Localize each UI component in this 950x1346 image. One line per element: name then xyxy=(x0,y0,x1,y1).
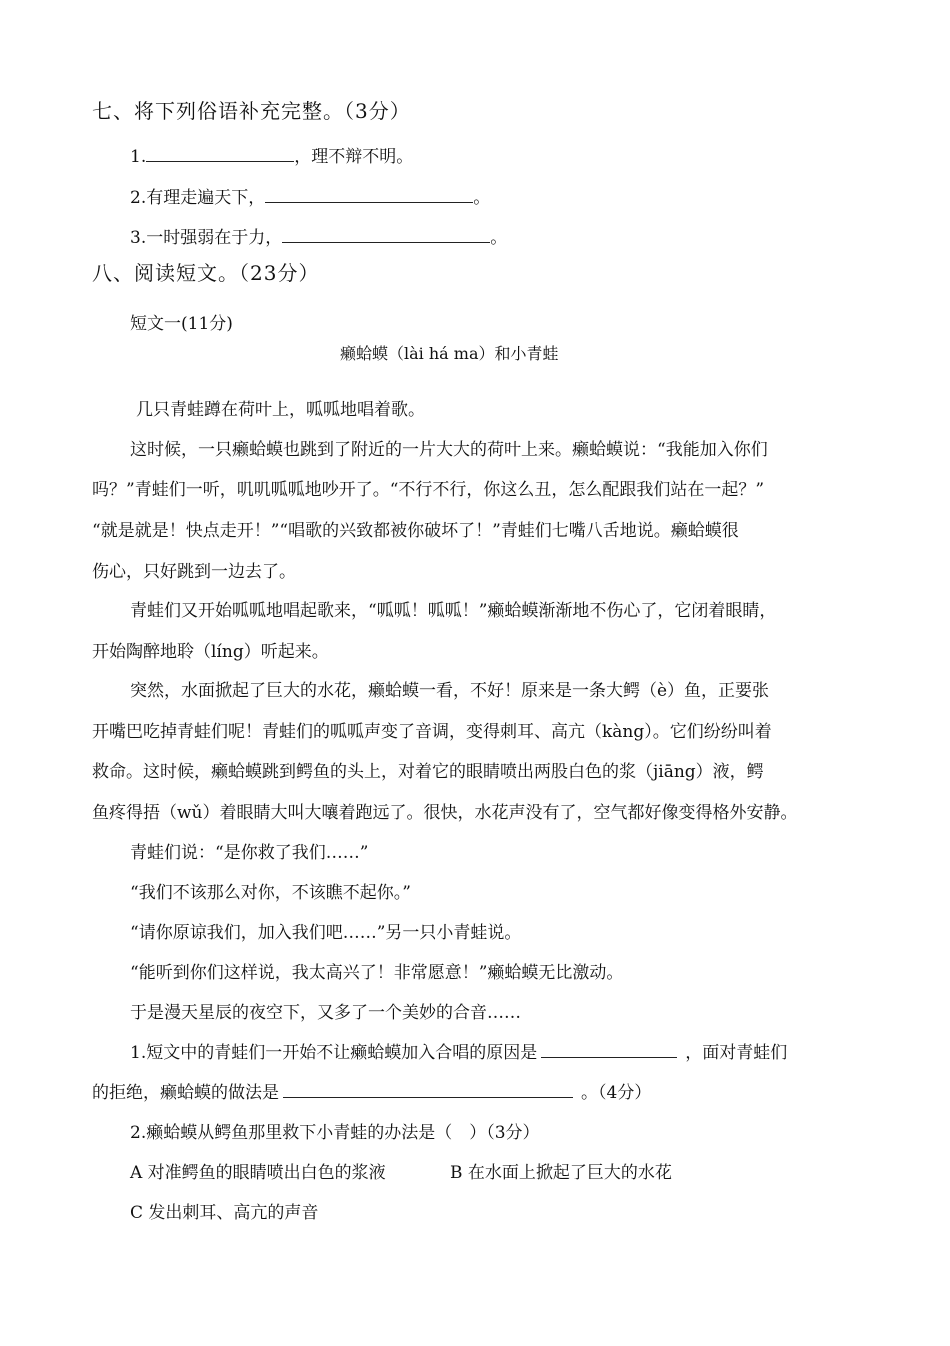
option-c[interactable]: C 发出刺耳、高亢的声音 xyxy=(130,1203,319,1223)
passage-line: 伤心，只好跳到一边去了。 xyxy=(92,562,296,582)
reading-question-2: 2.癞蛤蟆从鳄鱼那里救下小青蛙的办法是（ ）（3分） xyxy=(130,1123,540,1143)
passage-line: “我们不该那么对你，不该瞧不起你。” xyxy=(130,883,411,903)
reading-question-1-cont xyxy=(92,1082,651,1104)
passage-line: 青蛙们又开始呱呱地唱起歌来，“呱呱！呱呱！”癞蛤蟆渐渐地不伤心了，它闭着眼睛， xyxy=(130,601,777,621)
passage-line: “能听到你们这样说，我太高兴了！非常愿意！”癞蛤蟆无比激动。 xyxy=(130,963,624,983)
passage-line: 鱼疼得捂（wǔ）着眼睛大叫大嚷着跑远了。很快，水花声没有了，空气都好像变得格外安静。 xyxy=(92,803,798,823)
option-a[interactable]: A 对准鳄鱼的眼睛喷出白色的浆液 xyxy=(130,1163,386,1183)
passage-line: 救命。这时候，癞蛤蟆跳到鳄鱼的头上，对着它的眼睛喷出两股白色的浆（jiāng）液，鳄 xyxy=(92,762,764,782)
passage-line: “请你原谅我们，加入我们吧……”另一只小青蛙说。 xyxy=(130,923,522,943)
answer-blank-reason[interactable] xyxy=(541,1042,677,1058)
passage-line: 青蛙们说：“是你救了我们……” xyxy=(130,843,369,863)
rq1-line1-prefix: 1.短文中的青蛙们一开始不让癞蛤蟆加入合唱的原因是 xyxy=(130,1043,538,1063)
proverb-question-3 xyxy=(130,227,507,249)
answer-blank-2[interactable] xyxy=(265,187,473,203)
passage-line: 突然，水面掀起了巨大的水花，癞蛤蟆一看，不好！原来是一条大鳄（è）鱼，正要张 xyxy=(130,681,770,701)
passage-label: 短文一(11分) xyxy=(130,314,233,334)
answer-blank-3[interactable] xyxy=(282,227,490,243)
passage-title: 癞蛤蟆（lài há ma）和小青蛙 xyxy=(340,344,559,363)
proverb-question-2 xyxy=(130,187,490,209)
section-7-heading: 七、将下列俗语补充完整。（3分） xyxy=(92,99,411,123)
q2-prefix: 2.有理走遍天下， xyxy=(130,188,266,208)
passage-line: 开嘴巴吃掉青蛙们呢！青蛙们的呱呱声变了音调，变得刺耳、高亢（kàng）。它们纷纷叫着 xyxy=(92,722,772,742)
proverb-question-1 xyxy=(130,146,413,168)
option-b[interactable]: B 在水面上掀起了巨大的水花 xyxy=(450,1163,672,1183)
answer-blank-1[interactable] xyxy=(146,146,294,162)
reading-question-1 xyxy=(130,1042,787,1064)
q3-suffix: 。 xyxy=(490,228,508,248)
passage-line: 开始陶醉地聆（líng）听起来。 xyxy=(92,642,329,662)
passage-line: 于是漫天星辰的夜空下，又多了一个美妙的合音…… xyxy=(130,1003,521,1023)
passage-line: “就是就是！快点走开！”“唱歌的兴致都被你破坏了！”青蛙们七嘴八舌地说。癞蛤蟆很 xyxy=(92,521,739,541)
section-8-heading: 八、阅读短文。（23分） xyxy=(92,261,320,285)
passage-line: 吗？”青蛙们一听，叽叽呱呱地吵开了。“不行不行，你这么丑，怎么配跟我们站在一起？” xyxy=(92,480,765,500)
q2-suffix: 。 xyxy=(473,188,491,208)
q3-prefix: 3.一时强弱在于力， xyxy=(130,228,283,248)
q1-suffix: ，理不辩不明。 xyxy=(294,147,414,167)
passage-line: 这时候，一只癞蛤蟆也跳到了附近的一片大大的荷叶上来。癞蛤蟆说：“我能加入你们 xyxy=(130,440,768,460)
q1-prefix: 1. xyxy=(130,147,147,167)
passage-line: 几只青蛙蹲在荷叶上，呱呱地唱着歌。 xyxy=(136,400,425,420)
answer-blank-response[interactable] xyxy=(283,1082,573,1098)
rq1-line2-suffix: 。（4分） xyxy=(581,1083,652,1103)
rq1-line1-suffix: ，面对青蛙们 xyxy=(685,1043,788,1063)
rq1-line2-prefix: 的拒绝，癞蛤蟆的做法是 xyxy=(92,1083,279,1103)
